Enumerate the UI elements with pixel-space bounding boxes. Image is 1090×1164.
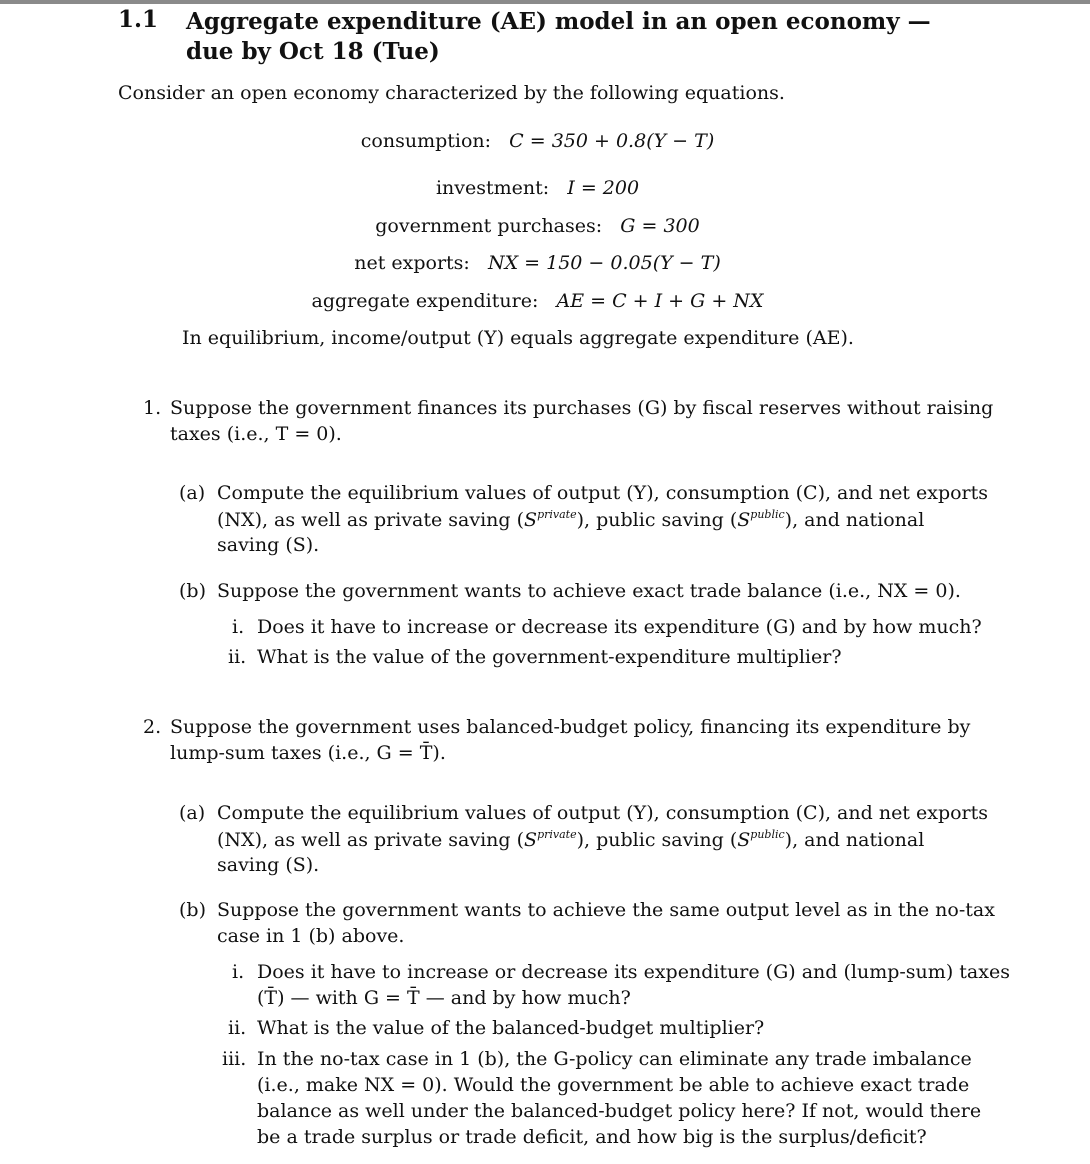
- q1b-line1: Suppose the government wants to achieve exact trade balance (i.e., NX = 0).: [217, 580, 961, 602]
- q1b-i-label: i.: [232, 616, 245, 638]
- top-rule: [0, 0, 1090, 4]
- q1-label: 1.: [143, 397, 162, 419]
- section-number: 1.1: [118, 6, 159, 33]
- q2a-line1: Compute the equilibrium values of output (Y), consumption (C), and net exports: [217, 802, 989, 824]
- q2a-line2: (NX), as well as private saving $(S^{private})$, public saving $(S^{public})$, and national: [217, 828, 925, 851]
- q2b-line1: Suppose the government wants to achieve the same output level as in the no-tax: [217, 899, 995, 921]
- q2a-line3: saving (S).: [217, 854, 320, 876]
- equation-net-exports: net exports: NX = 150 − 0.05(Y − T): [354, 252, 721, 274]
- q1a-line2: (NX), as well as private saving $(S^{private})$, public saving $(S^{public})$, and national: [217, 508, 925, 531]
- q2b-iii-label: iii.: [222, 1048, 247, 1070]
- q2b-iii-line2: (i.e., make NX = 0). Would the government be able to achieve exact trade: [257, 1074, 970, 1096]
- q1b-ii-label: ii.: [228, 646, 247, 668]
- equation-consumption: consumption: C = 350 + 0.8(Y − T): [360, 130, 715, 152]
- section-title-line2: due by Oct 18 (Tue): [186, 38, 440, 65]
- q2-label: 2.: [143, 716, 162, 738]
- q2b-i-line1: Does it have to increase or decrease its expenditure (G) and (lump-sum) taxes: [257, 961, 1010, 983]
- q2b-label: (b): [179, 899, 206, 921]
- q1a-line1: Compute the equilibrium values of output (Y), consumption (C), and net exports: [217, 482, 989, 504]
- q1-text-line1: Suppose the government finances its purchases (G) by fiscal reserves without raising: [170, 397, 994, 419]
- q1b-i-text: Does it have to increase or decrease its expenditure (G) and by how much?: [257, 616, 982, 638]
- q2b-line2: case in 1 (b) above.: [217, 925, 405, 947]
- equilibrium-statement: In equilibrium, income/output (Y) equals aggregate expenditure (AE).: [182, 327, 854, 349]
- q2-text-line1: Suppose the government uses balanced-budget policy, financing its expenditure by: [170, 716, 971, 738]
- q2b-iii-line4: be a trade surplus or trade deficit, and how big is the surplus/deficit?: [257, 1126, 927, 1148]
- q2b-ii-text: What is the value of the balanced-budget multiplier?: [257, 1017, 765, 1039]
- equation-government: government purchases: G = 300: [375, 215, 700, 237]
- q1b-label: (b): [179, 580, 206, 602]
- equation-investment: investment: I = 200: [435, 177, 640, 199]
- q2-text-line2: lump-sum taxes (i.e., G = T̄).: [170, 742, 446, 764]
- equation-aggregate-expenditure: aggregate expenditure: AE = C + I + G + NX: [311, 290, 764, 312]
- q2b-iii-line1: In the no-tax case in 1 (b), the G-policy can eliminate any trade imbalance: [257, 1048, 972, 1070]
- q1b-ii-text: What is the value of the government-expenditure multiplier?: [257, 646, 842, 668]
- q2b-i-line2: (T̄) — with G = T̄ — and by how much?: [257, 987, 631, 1009]
- q2b-iii-line3: balance as well under the balanced-budget policy here? If not, would there: [257, 1100, 982, 1122]
- section-title-line1: Aggregate expenditure (AE) model in an open economy —: [186, 8, 931, 35]
- intro-text: Consider an open economy characterized by the following equations.: [118, 82, 785, 104]
- q1a-label: (a): [179, 482, 206, 504]
- q2b-i-label: i.: [232, 961, 245, 983]
- q1-text-line2: taxes (i.e., T = 0).: [170, 423, 342, 445]
- q2b-ii-label: ii.: [228, 1017, 247, 1039]
- q2a-label: (a): [179, 802, 206, 824]
- q1a-line3: saving (S).: [217, 534, 320, 556]
